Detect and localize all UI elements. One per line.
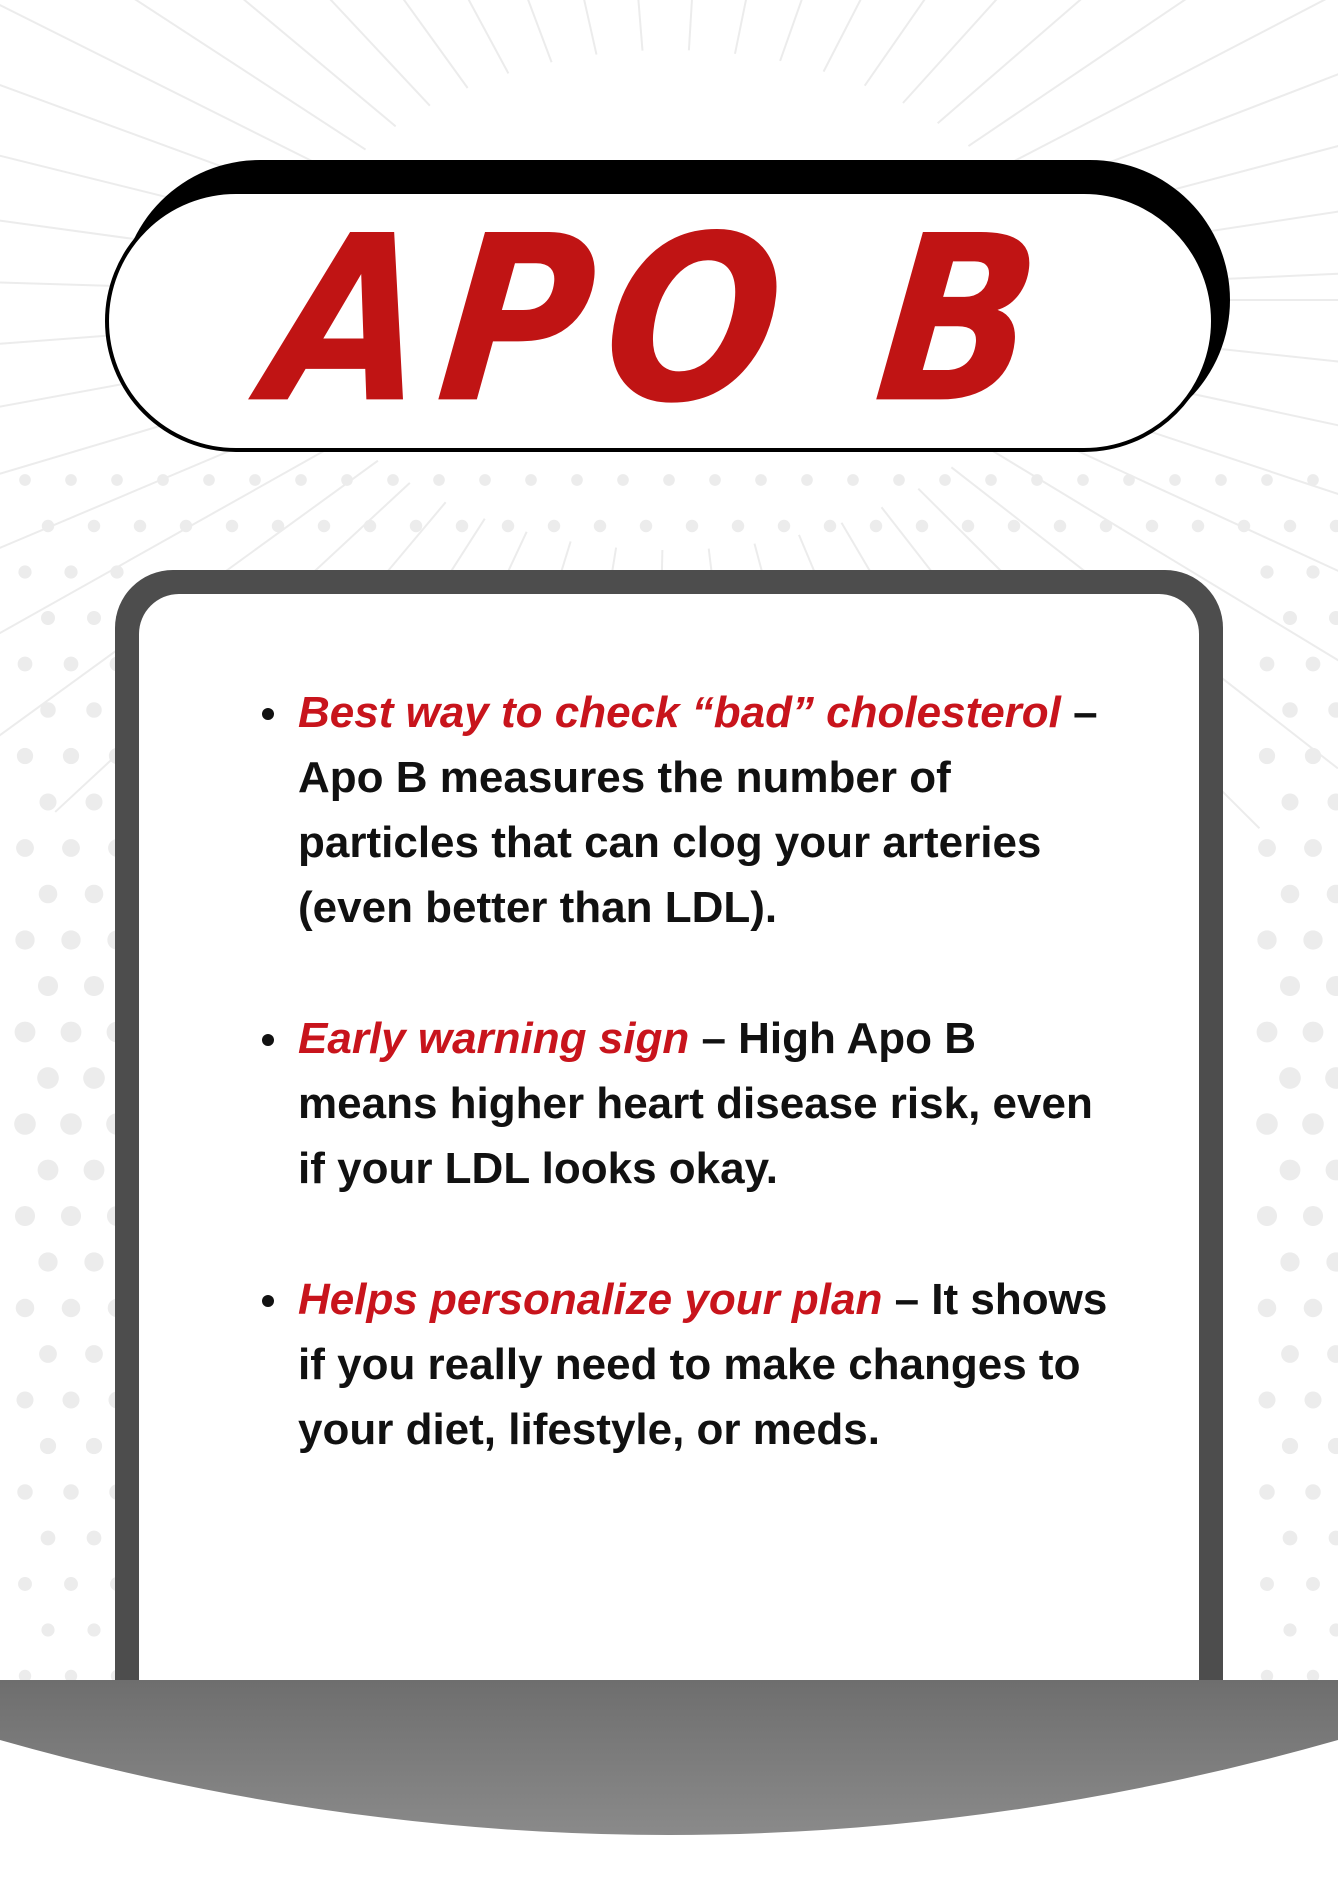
bullet-dot-icon: [262, 1295, 274, 1307]
bullet-text: – Apo B measures the number of particles that can clog your arteries (even better than LDL).: [298, 688, 1098, 932]
page-title: APO B: [255, 187, 1065, 455]
bullet-item: [258, 680, 1118, 940]
bullet-dot-icon: [262, 708, 274, 720]
bullet-text: – It shows if you really need to make changes to your diet, lifestyle, or meds.: [298, 1275, 1108, 1454]
bullet-list: [258, 680, 1118, 1528]
bullet-heading: Best way to check “bad” cholesterol: [298, 688, 1061, 737]
bullet-item: [258, 1267, 1118, 1462]
bullet-heading: Early warning sign: [298, 1014, 690, 1063]
floor-shadow: [0, 1680, 1338, 1884]
bullet-item: [258, 1006, 1118, 1201]
bullet-heading: Helps personalize your plan: [298, 1275, 883, 1324]
bullet-dot-icon: [262, 1034, 274, 1046]
bullet-text: – High Apo B means higher heart disease risk, even if your LDL looks okay.: [298, 1014, 1093, 1193]
